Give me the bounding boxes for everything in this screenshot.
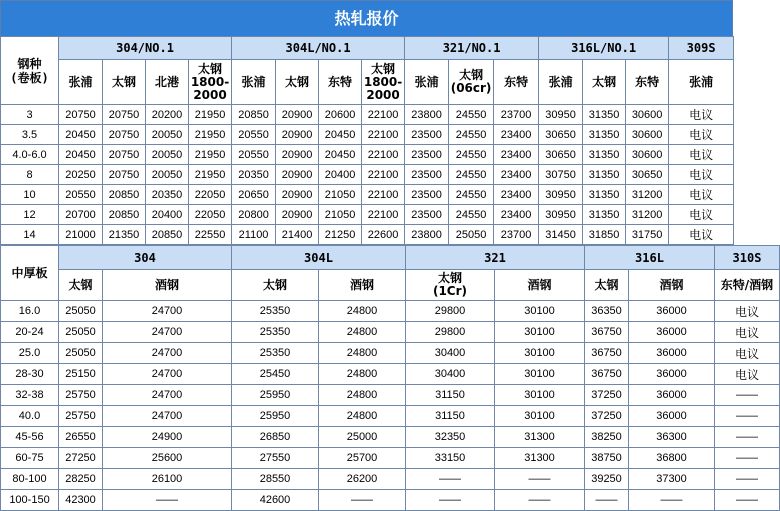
table-row [1,225,734,245]
price-cell: 电议 [715,343,780,364]
table-row [1,165,734,185]
price-cell: 21950 [189,105,232,125]
price-cell: 20750 [103,125,146,145]
row-spec: 8 [1,165,59,185]
row-spec: 80-100 [1,469,59,490]
row-spec: 4.0-6.0 [1,145,59,165]
price-cell: —— [495,490,585,511]
price-cell: 25350 [232,343,319,364]
price-cell: 31300 [495,448,585,469]
price-cell: 25950 [232,385,319,406]
price-cell: 26200 [319,469,406,490]
price-cell: 29800 [406,322,495,343]
mill-header: 张浦 [405,60,449,105]
price-cell: 23500 [405,185,449,205]
grade-header: 304L [232,246,406,270]
price-cell: 22100 [362,205,405,225]
price-cell: 31150 [406,385,495,406]
price-cell: 23800 [405,105,449,125]
price-cell: 30950 [539,205,583,225]
price-cell: 32350 [406,427,495,448]
price-cell: 20900 [276,125,319,145]
price-cell: 25000 [319,427,406,448]
price-cell: 20850 [103,205,146,225]
price-cell: 31350 [583,205,626,225]
price-cell: 22100 [362,185,405,205]
mill-header: 酒钢 [629,270,715,301]
price-cell: 24550 [449,205,494,225]
price-cell: 30100 [495,343,585,364]
mill-header: 太钢 [276,60,319,105]
price-cell: 24550 [449,165,494,185]
price-cell: 22550 [189,225,232,245]
price-cell: 21950 [189,165,232,185]
price-cell: 23800 [405,225,449,245]
price-cell: 38250 [585,427,629,448]
mill-header: 张浦 [539,60,583,105]
mill-header: 太钢 [232,270,319,301]
price-cell: 20900 [276,105,319,125]
price-cell: 20750 [103,105,146,125]
price-cell: 20400 [319,165,362,185]
price-cell: 36350 [585,301,629,322]
price-cell: 31850 [583,225,626,245]
price-cell: 20550 [232,145,276,165]
price-cell: 电议 [715,364,780,385]
row-spec: 28-30 [1,364,59,385]
price-cell: 31350 [583,145,626,165]
table-row [1,448,780,469]
price-cell: 36000 [629,385,715,406]
price-cell: 23700 [494,105,539,125]
price-cell: 36000 [629,406,715,427]
price-cell: —— [629,490,715,511]
price-cell: 42600 [232,490,319,511]
grade-header: 309S [669,37,734,60]
price-cell: 23500 [405,205,449,225]
price-cell: 22050 [189,205,232,225]
price-cell: 28550 [232,469,319,490]
price-cell: 电议 [669,225,734,245]
price-cell: 33150 [406,448,495,469]
price-cell: 24700 [103,385,232,406]
price-cell: 23400 [494,165,539,185]
price-cell: 21050 [319,185,362,205]
price-cell: 31300 [495,427,585,448]
medium-plate-table [0,245,780,511]
price-cell: 25750 [59,385,103,406]
price-cell: 20750 [103,165,146,185]
price-cell: 电议 [715,322,780,343]
price-cell: 26550 [59,427,103,448]
grade-header: 304 [59,246,232,270]
row-spec: 16.0 [1,301,59,322]
mill-header: 酒钢 [495,270,585,301]
price-cell: 36000 [629,364,715,385]
price-cell: 36750 [585,322,629,343]
price-cell: 20050 [146,165,189,185]
price-cell: 30600 [626,145,669,165]
price-cell: 24550 [449,145,494,165]
price-cell: 30650 [626,165,669,185]
price-cell: 25950 [232,406,319,427]
price-cell: 22100 [362,125,405,145]
price-cell: 20450 [319,145,362,165]
price-cell: 30100 [495,364,585,385]
row-spec: 14 [1,225,59,245]
price-cell: 20750 [59,105,103,125]
table-row [1,385,780,406]
price-cell: 25750 [59,406,103,427]
price-cell: 36000 [629,301,715,322]
category-label: 钢种 (卷板) [1,37,59,105]
price-cell: 27250 [59,448,103,469]
price-cell: 39250 [585,469,629,490]
row-spec: 3 [1,105,59,125]
price-cell: 29800 [406,301,495,322]
price-cell: 30100 [495,406,585,427]
mill-header: 太钢 [103,60,146,105]
price-cell: 22100 [362,145,405,165]
price-cell: 42300 [59,490,103,511]
price-cell: 电议 [669,145,734,165]
price-cell: 30400 [406,364,495,385]
price-cell: 电议 [669,205,734,225]
price-cell: 24800 [319,406,406,427]
table-row [1,301,780,322]
price-cell: 20700 [59,205,103,225]
price-cell: 30100 [495,322,585,343]
grade-header: 316L [585,246,715,270]
price-cell: 20900 [276,145,319,165]
price-cell: 31750 [626,225,669,245]
price-cell: 20550 [59,185,103,205]
price-cell: 20250 [59,165,103,185]
mill-header: 东特/酒钢 [715,270,780,301]
row-spec: 32-38 [1,385,59,406]
price-cell: 24900 [103,427,232,448]
price-cell: —— [585,490,629,511]
table-row [1,490,780,511]
price-cell: 30600 [626,125,669,145]
price-cell: 24800 [319,385,406,406]
price-cell: 30600 [626,105,669,125]
price-cell: 23700 [494,225,539,245]
mill-header: 太钢 1800- 2000 [189,60,232,105]
price-cell: 30650 [539,125,583,145]
price-cell: 31200 [626,185,669,205]
price-cell: 20850 [146,225,189,245]
hot-rolled-coil-table [0,36,734,245]
price-cell: 21950 [189,145,232,165]
row-spec: 25.0 [1,343,59,364]
row-spec: 3.5 [1,125,59,145]
mill-header: 张浦 [669,60,734,105]
price-cell: —— [319,490,406,511]
price-cell: 30100 [495,385,585,406]
price-cell: 20650 [232,185,276,205]
price-cell: 23400 [494,205,539,225]
price-cell: 30750 [539,165,583,185]
row-spec: 100-150 [1,490,59,511]
table-row [1,185,734,205]
price-cell: 26850 [232,427,319,448]
price-cell: 31350 [583,185,626,205]
price-cell: 23400 [494,185,539,205]
table-row [1,322,780,343]
mill-header: 太钢 (06cr) [449,60,494,105]
price-cell: 21050 [319,205,362,225]
price-cell: 24700 [103,343,232,364]
price-cell: 31350 [583,165,626,185]
price-cell: 20900 [276,185,319,205]
price-cell: 30950 [539,105,583,125]
price-cell: —— [715,448,780,469]
table-row [1,364,780,385]
price-cell: 22100 [362,105,405,125]
row-spec: 60-75 [1,448,59,469]
price-cell: 36800 [629,448,715,469]
price-cell: 31200 [626,205,669,225]
price-cell: 24550 [449,125,494,145]
table-row [1,105,734,125]
grade-header: 321/NO.1 [405,37,539,60]
price-cell: —— [495,469,585,490]
row-spec: 45-56 [1,427,59,448]
price-cell: 23400 [494,125,539,145]
price-cell: 25700 [319,448,406,469]
price-cell: 37300 [629,469,715,490]
grade-header: 316L/NO.1 [539,37,669,60]
sheet-title: 热轧报价 [0,0,733,36]
price-cell: 电议 [669,185,734,205]
price-cell: 30650 [539,145,583,165]
grade-header: 321 [406,246,585,270]
price-cell: 24700 [103,301,232,322]
price-cell: 20850 [232,105,276,125]
price-cell: 24800 [319,364,406,385]
price-cell: 25350 [232,322,319,343]
grade-header: 310S [715,246,780,270]
mill-header: 张浦 [232,60,276,105]
price-cell: 38750 [585,448,629,469]
price-cell: 20050 [146,125,189,145]
price-cell: 24550 [449,105,494,125]
mill-header: 酒钢 [103,270,232,301]
price-cell: 电议 [669,165,734,185]
price-cell: 20450 [59,145,103,165]
price-cell: 30100 [495,301,585,322]
table-row [1,205,734,225]
mill-header: 太钢 1800- 2000 [362,60,405,105]
table-row [1,406,780,427]
mill-header: 东特 [626,60,669,105]
grade-header: 304/NO.1 [59,37,232,60]
price-cell: 20050 [146,145,189,165]
row-spec: 10 [1,185,59,205]
price-cell: 20550 [232,125,276,145]
category-label: 中厚板 [1,246,59,301]
mill-header: 太钢 [59,270,103,301]
price-cell: 36000 [629,343,715,364]
price-cell: 24800 [319,343,406,364]
price-cell: 36750 [585,364,629,385]
price-cell: 22600 [362,225,405,245]
price-cell: 25600 [103,448,232,469]
price-cell: 20350 [146,185,189,205]
price-cell: 27550 [232,448,319,469]
price-cell: 25150 [59,364,103,385]
price-cell: 25450 [232,364,319,385]
price-cell: 20350 [232,165,276,185]
price-cell: 28250 [59,469,103,490]
price-cell: 25050 [449,225,494,245]
price-cell: 20900 [276,205,319,225]
table-row [1,125,734,145]
price-cell: —— [406,469,495,490]
row-spec: 40.0 [1,406,59,427]
price-cell: 26100 [103,469,232,490]
price-cell: 21250 [319,225,362,245]
price-cell: 23500 [405,125,449,145]
mill-header: 北港 [146,60,189,105]
price-cell: 电议 [669,125,734,145]
price-cell: 31350 [583,125,626,145]
price-cell: 23500 [405,145,449,165]
table-row [1,469,780,490]
price-cell: 电议 [715,301,780,322]
price-cell: 36000 [629,322,715,343]
price-cell: 24550 [449,185,494,205]
row-spec: 12 [1,205,59,225]
price-cell: 21100 [232,225,276,245]
price-cell: 20450 [59,125,103,145]
price-cell: 20600 [319,105,362,125]
mill-header: 酒钢 [319,270,406,301]
price-cell: 37250 [585,385,629,406]
price-cell: 22050 [189,185,232,205]
price-cell: 25050 [59,301,103,322]
price-cell: 36750 [585,343,629,364]
mill-header: 太钢 (1Cr) [406,270,495,301]
price-cell: 24800 [319,301,406,322]
price-cell: 20900 [276,165,319,185]
grade-header: 304L/NO.1 [232,37,405,60]
price-cell: 25350 [232,301,319,322]
mill-header: 张浦 [59,60,103,105]
price-cell: 21000 [59,225,103,245]
table-row [1,427,780,448]
price-cell: 21350 [103,225,146,245]
mill-header: 东特 [494,60,539,105]
price-cell: 31150 [406,406,495,427]
price-cell: —— [406,490,495,511]
mill-header: 东特 [319,60,362,105]
price-cell: 20850 [103,185,146,205]
price-cell: —— [715,490,780,511]
price-cell: 20450 [319,125,362,145]
price-cell: —— [103,490,232,511]
price-cell: 电议 [669,105,734,125]
price-cell: 20800 [232,205,276,225]
mill-header: 太钢 [583,60,626,105]
price-cell: —— [715,406,780,427]
price-cell: 23500 [405,165,449,185]
price-cell: 25050 [59,322,103,343]
price-cell: 31350 [583,105,626,125]
table-row [1,343,780,364]
price-cell: 36300 [629,427,715,448]
price-cell: 31450 [539,225,583,245]
price-cell: 20750 [103,145,146,165]
price-cell: 30400 [406,343,495,364]
price-cell: —— [715,385,780,406]
price-cell: 20400 [146,205,189,225]
price-cell: 20200 [146,105,189,125]
mill-header: 太钢 [585,270,629,301]
price-cell: 21950 [189,125,232,145]
table-row [1,145,734,165]
price-cell: 30950 [539,185,583,205]
price-cell: 24700 [103,322,232,343]
price-cell: —— [715,427,780,448]
price-cell: 21400 [276,225,319,245]
price-cell: 24800 [319,322,406,343]
price-cell: 37250 [585,406,629,427]
price-cell: —— [715,469,780,490]
price-cell: 24700 [103,406,232,427]
price-cell: 22100 [362,165,405,185]
price-cell: 23400 [494,145,539,165]
price-cell: 24700 [103,364,232,385]
row-spec: 20-24 [1,322,59,343]
price-cell: 25050 [59,343,103,364]
